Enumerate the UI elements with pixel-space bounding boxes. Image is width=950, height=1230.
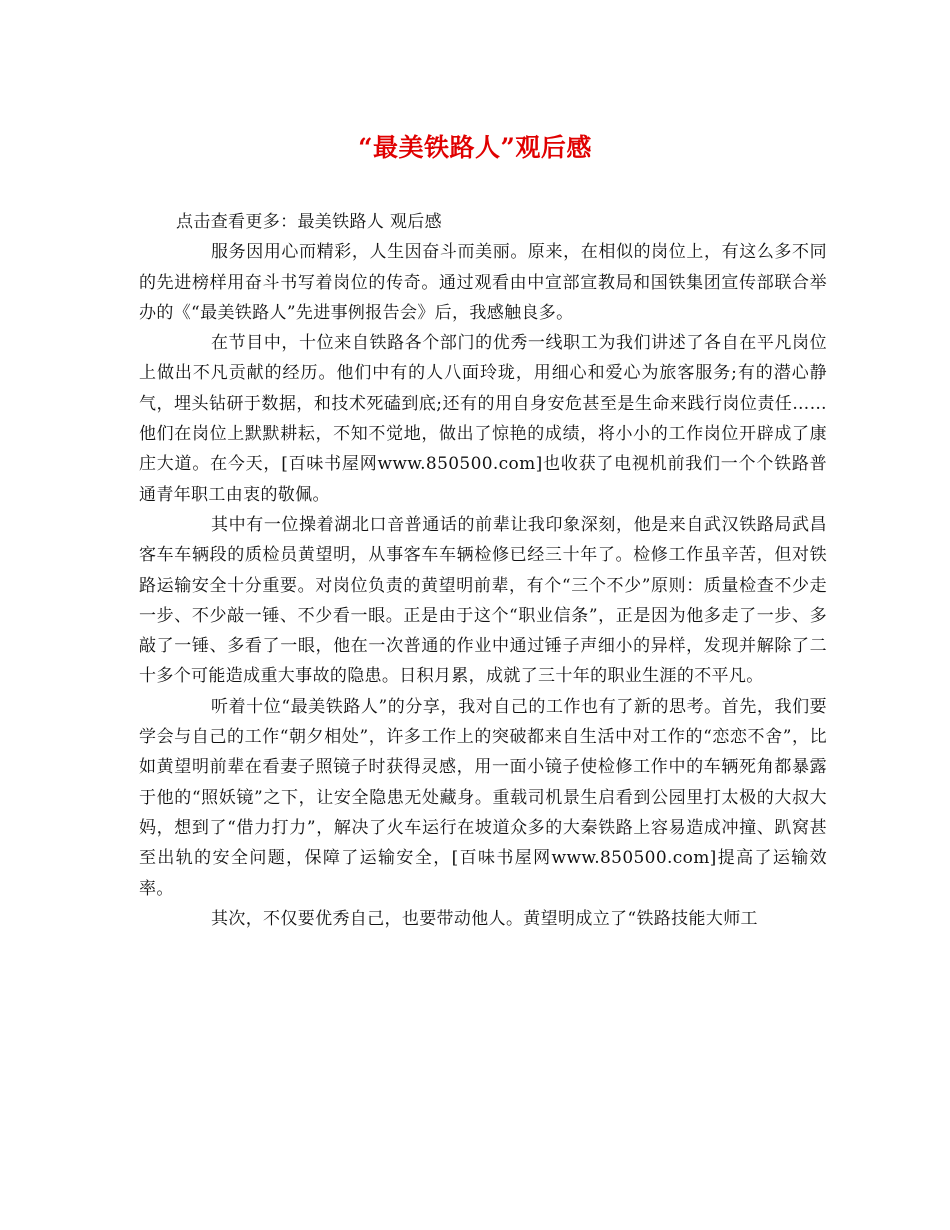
document-title: “最美铁路人”观后感 [358, 133, 592, 162]
paragraph: 在节目中，十位来自铁路各个部门的优秀一线职工为我们讲述了各自在平凡岗位上做出不凡贡献的经历。他们中有的人八面玲珑，用细心和爱心为旅客服务;有的潜心静气，埋头钻研于数据，和技术死磕到底;还有的用自身安危甚至是生命来践行岗位责任……他们在岗位上默默耕耘，不知不觉地，做出了惊艳的成绩，将小小的工作岗位开辟成了康庄大道。在今天，[百味书屋网www.850500.com]也收获了电视机前我们一个个铁路普通青年职工由衷的敬佩。 [139, 333, 827, 505]
more-tags[interactable]: 最美铁路人 观后感 [297, 212, 443, 232]
paragraph: 其中有一位操着湖北口音普通话的前辈让我印象深刻，他是来自武汉铁路局武昌客车车辆段的质检员黄望明，从事客车车辆检修已经三十年了。检修工作虽辛苦，但对铁路运输安全十分重要。对岗位负责的黄望明前辈，有个“三个不少”原则：质量检查不少走一步、不少敲一锤、不少看一眼。正是由于这个“职业信条”，正是因为他多走了一步、多敲了一锤、多看了一眼，他在一次普通的作业中通过锤子声细小的异样，发现并解除了二十多个可能造成重大事故的隐患。日积月累，成就了三十年的职业生涯的不平凡。 [139, 514, 827, 687]
paragraph: 服务因用心而精彩，人生因奋斗而美丽。原来，在相似的岗位上，有这么多不同的先进榜样用奋斗书写着岗位的传奇。通过观看由中宣部宣教局和国铁集团宣传部联合举办的《“最美铁路人”先进事例报告会》后，我感触良多。 [139, 242, 827, 323]
document-body [139, 207, 827, 934]
paragraph: 听着十位“最美铁路人”的分享，我对自己的工作也有了新的思考。首先，我们要学会与自己的工作“朝夕相处”，许多工作上的突破都来自生活中对工作的“恋恋不舍”，比如黄望明前辈在看妻子照镜子时获得灵感，用一面小镜子使检修工作中的车辆死角都暴露于他的“照妖镜”之下，让安全隐患无处藏身。重载司机景生启看到公园里打太极的大叔大妈，想到了“借力打力”，解决了火车运行在坡道众多的大秦铁路上容易造成冲撞、趴窝甚至出轨的安全问题，保障了运输安全，[百味书屋网www.850500.com]提高了运输效率。 [139, 696, 827, 899]
more-tags-line [176, 207, 827, 237]
more-label: 点击查看更多： [176, 212, 298, 232]
paragraph: 其次，不仅要优秀自己，也要带动他人。黄望明成立了“铁路技能大师工 [211, 908, 758, 929]
